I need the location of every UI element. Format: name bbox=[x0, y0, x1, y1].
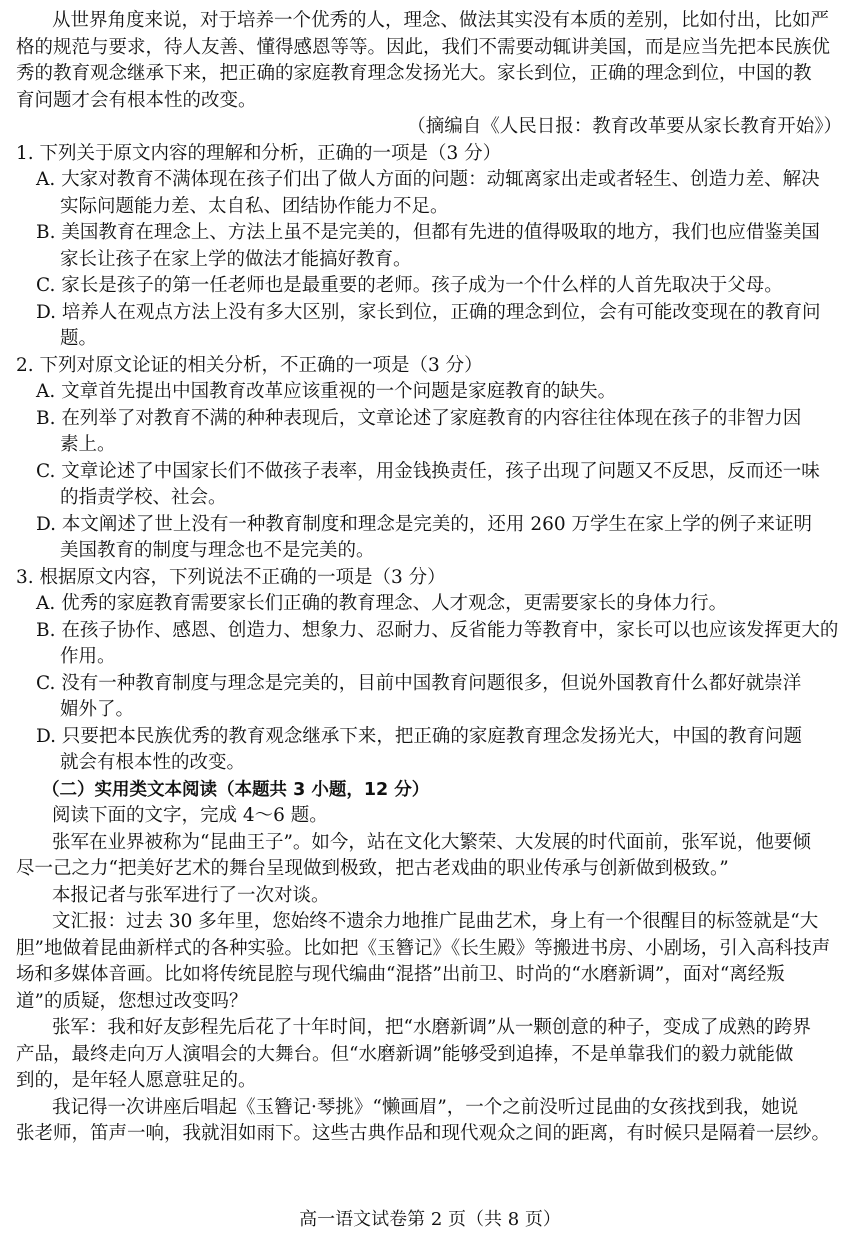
option-line: D. 本文阐述了世上没有一种教育制度和理念是完美的，还用 260 万学生在家上学的例子来证明 bbox=[36, 513, 813, 535]
page-footer: 高一语文试卷第 2 页（共 8 页） bbox=[299, 1209, 561, 1230]
option-line: 的指责学校、社会。 bbox=[60, 487, 227, 508]
option-line: A. 大家对教育不满体现在孩子们出了做人方面的问题：动辄离家出走或者轻生、创造力差、解决 bbox=[36, 169, 820, 190]
option-line: 美国教育的制度与理念也不是完美的。 bbox=[60, 540, 375, 561]
option-line: B. 在列举了对教育不满的种种表现后，文章论述了家庭教育的内容往往体现在孩子的非智力因 bbox=[36, 407, 802, 429]
option-line: 作用。 bbox=[60, 646, 116, 667]
passage-line: 格的规范与要求，待人友善、懂得感恩等等。因此，我们不需要动辄讲美国，而是应当先把本民族优 bbox=[16, 36, 831, 58]
passage-line: 场和多媒体音画。比如将传统昆腔与现代编曲“混搭”出前卫、时尚的“水磨新调”，面对“离经叛 bbox=[16, 964, 785, 985]
passage-line: 从世界角度来说，对于培养一个优秀的人，理念、做法其实没有本质的差别，比如付出，比如严 bbox=[52, 10, 830, 31]
option-line: C. 家长是孩子的第一任老师也是最重要的老师。孩子成为一个什么样的人首先取决于父母。 bbox=[36, 275, 783, 296]
option-line: B. 在孩子协作、感恩、创造力、想象力、忍耐力、反省能力等教育中，家长可以也应该发挥更大的 bbox=[36, 619, 839, 641]
option-line: C. 没有一种教育制度与理念是完美的，目前中国教育问题很多，但说外国教育什么都好就崇洋 bbox=[36, 672, 802, 694]
passage-line: 秀的教育观念继承下来，把正确的家庭教育理念发扬光大。家长到位，正确的理念到位，中国的教 bbox=[16, 63, 812, 84]
passage-line: 张军：我和好友彭程先后花了十年时间，把“水磨新调”从一颗创意的种子，变成了成熟的跨界 bbox=[52, 1017, 811, 1038]
passage-line: 张老师，笛声一响，我就泪如雨下。这些古典作品和现代观众之间的距离，有时候只是隔着一层纱。 bbox=[16, 1123, 831, 1144]
exam-page bbox=[16, 8, 844, 1148]
option-line: D. 只要把本民族优秀的教育观念继承下来，把正确的家庭教育理念发扬光大，中国的教育问题 bbox=[36, 725, 802, 747]
option-line: 素上。 bbox=[60, 434, 116, 455]
option-line: 媚外了。 bbox=[60, 699, 135, 720]
passage-line: 尽一己之力“把美好艺术的舞台呈现做到极致，把古老戏曲的职业传承与创新做到极致。” bbox=[16, 858, 729, 879]
section-instruction: 阅读下面的文字，完成 4～6 题。 bbox=[52, 805, 328, 826]
option-line: B. 美国教育在理念上、方法上虽不是完美的，但都有先进的值得吸取的地方，我们也应借鉴美国 bbox=[36, 222, 820, 243]
passage-line: 本报记者与张军进行了一次对谈。 bbox=[52, 884, 330, 906]
source-citation: （摘编自《人民日报：教育改革要从家长教育开始》） bbox=[407, 116, 842, 137]
passage-line: 道”的质疑，您想过改变吗？ bbox=[16, 990, 248, 1012]
option-line: A. 文章首先提出中国教育改革应该重视的一个问题是家庭教育的缺失。 bbox=[36, 381, 617, 402]
section-heading: （二）实用类文本阅读（本题共 3 小题，12 分） bbox=[42, 779, 430, 800]
option-line: 题。 bbox=[60, 328, 98, 349]
passage-line: 到的，是年轻人愿意驻足的。 bbox=[16, 1070, 257, 1091]
option-line: 家长让孩子在家上学的做法才能搞好教育。 bbox=[60, 248, 412, 270]
option-line: D. 培养人在观点方法上没有多大区别，家长到位，正确的理念到位，会有可能改变现在的教育问 bbox=[36, 301, 821, 323]
passage-line: 产品，最终走向万人演唱会的大舞台。但“水磨新调”能够受到追捧，不是单靠我们的毅力就能做 bbox=[16, 1043, 794, 1065]
passage-line: 胆”地做着昆曲新样式的各种实验。比如把《玉簪记》《长生殿》等搬进书房、小剧场，引入高科技声 bbox=[16, 937, 831, 959]
passage-line: 文汇报：过去 30 多年里，您始终不遗余力地推广昆曲艺术，身上有一个很醒目的标签就是“大 bbox=[52, 911, 819, 932]
question-stem: 3. 根据原文内容，下列说法不正确的一项是（3 分） bbox=[16, 566, 446, 588]
option-line: 实际问题能力差、太自私、团结协作能力不足。 bbox=[60, 195, 449, 217]
option-line: 就会有根本性的改变。 bbox=[60, 752, 246, 773]
question-stem: 2. 下列对原文论证的相关分析，不正确的一项是（3 分） bbox=[16, 354, 483, 376]
passage-line: 张军在业界被称为“昆曲王子”。如今，站在文化大繁荣、大发展的时代面前，张军说，他要倾 bbox=[52, 831, 811, 853]
option-line: A. 优秀的家庭教育需要家长们正确的教育理念、人才观念，更需要家长的身体力行。 bbox=[36, 593, 728, 614]
option-line: C. 文章论述了中国家长们不做孩子表率，用金钱换责任，孩子出现了问题又不反思，反而还一味 bbox=[36, 460, 820, 482]
passage-line: 我记得一次讲座后唱起《玉簪记·琴挑》“懒画眉”，一个之前没听过昆曲的女孩找到我，她说 bbox=[52, 1096, 799, 1118]
passage-line: 育问题才会有根本性的改变。 bbox=[16, 89, 257, 111]
question-stem: 1. 下列关于原文内容的理解和分析，正确的一项是（3 分） bbox=[16, 142, 502, 164]
